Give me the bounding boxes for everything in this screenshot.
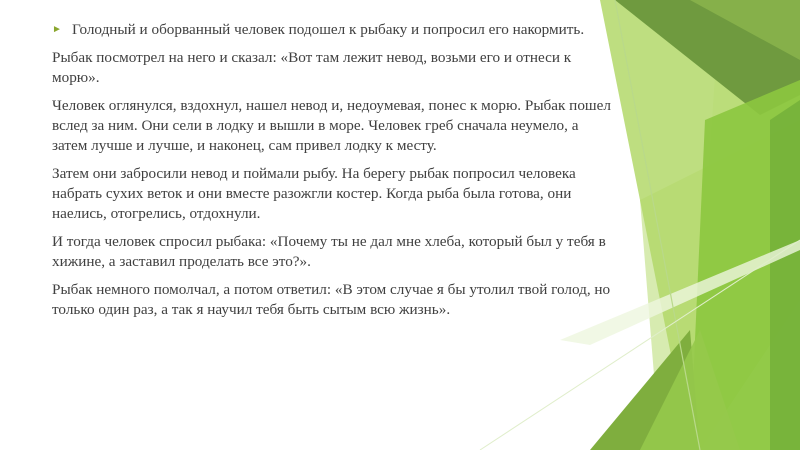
slide-text-block — [52, 20, 612, 328]
paragraph-3: Затем они забросили невод и поймали рыбу. На берегу рыбак попросил человека набрать сухих веток и они вместе разожгли костер. Когда рыба была готова, они наелись, отогрелись, отдохнули. — [52, 165, 576, 222]
paragraph-2: Человек оглянулся, вздохнул, нашел невод и, недоумевая, понес к морю. Рыбак пошел вслед за ним. Они сели в лодку и вышли в море. Человек греб сначала неумело, а затем лучше и лучше, и наконец, сам привел лодку к месту. — [52, 97, 611, 154]
bullet-text: Голодный и оборванный человек подошел к рыбаку и попросил его накормить. — [72, 21, 585, 38]
bullet-arrow-icon: ► — [52, 24, 62, 35]
paragraph-1: Рыбак посмотрел на него и сказал: «Вот там лежит невод, возьми его и отнеси к морю». — [52, 49, 572, 86]
facet-right-edge — [770, 100, 800, 450]
paragraph-4: И тогда человек спросил рыбака: «Почему ты не дал мне хлеба, который был у тебя в хижине, а заставил проделать все это?». — [52, 233, 606, 270]
bullet-item — [52, 20, 612, 40]
paragraph-5: Рыбак немного помолчал, а потом ответил: «В этом случае я бы утолил твой голод, но только один раз, а так я научил тебя быть сытым всю жизнь». — [52, 281, 611, 318]
